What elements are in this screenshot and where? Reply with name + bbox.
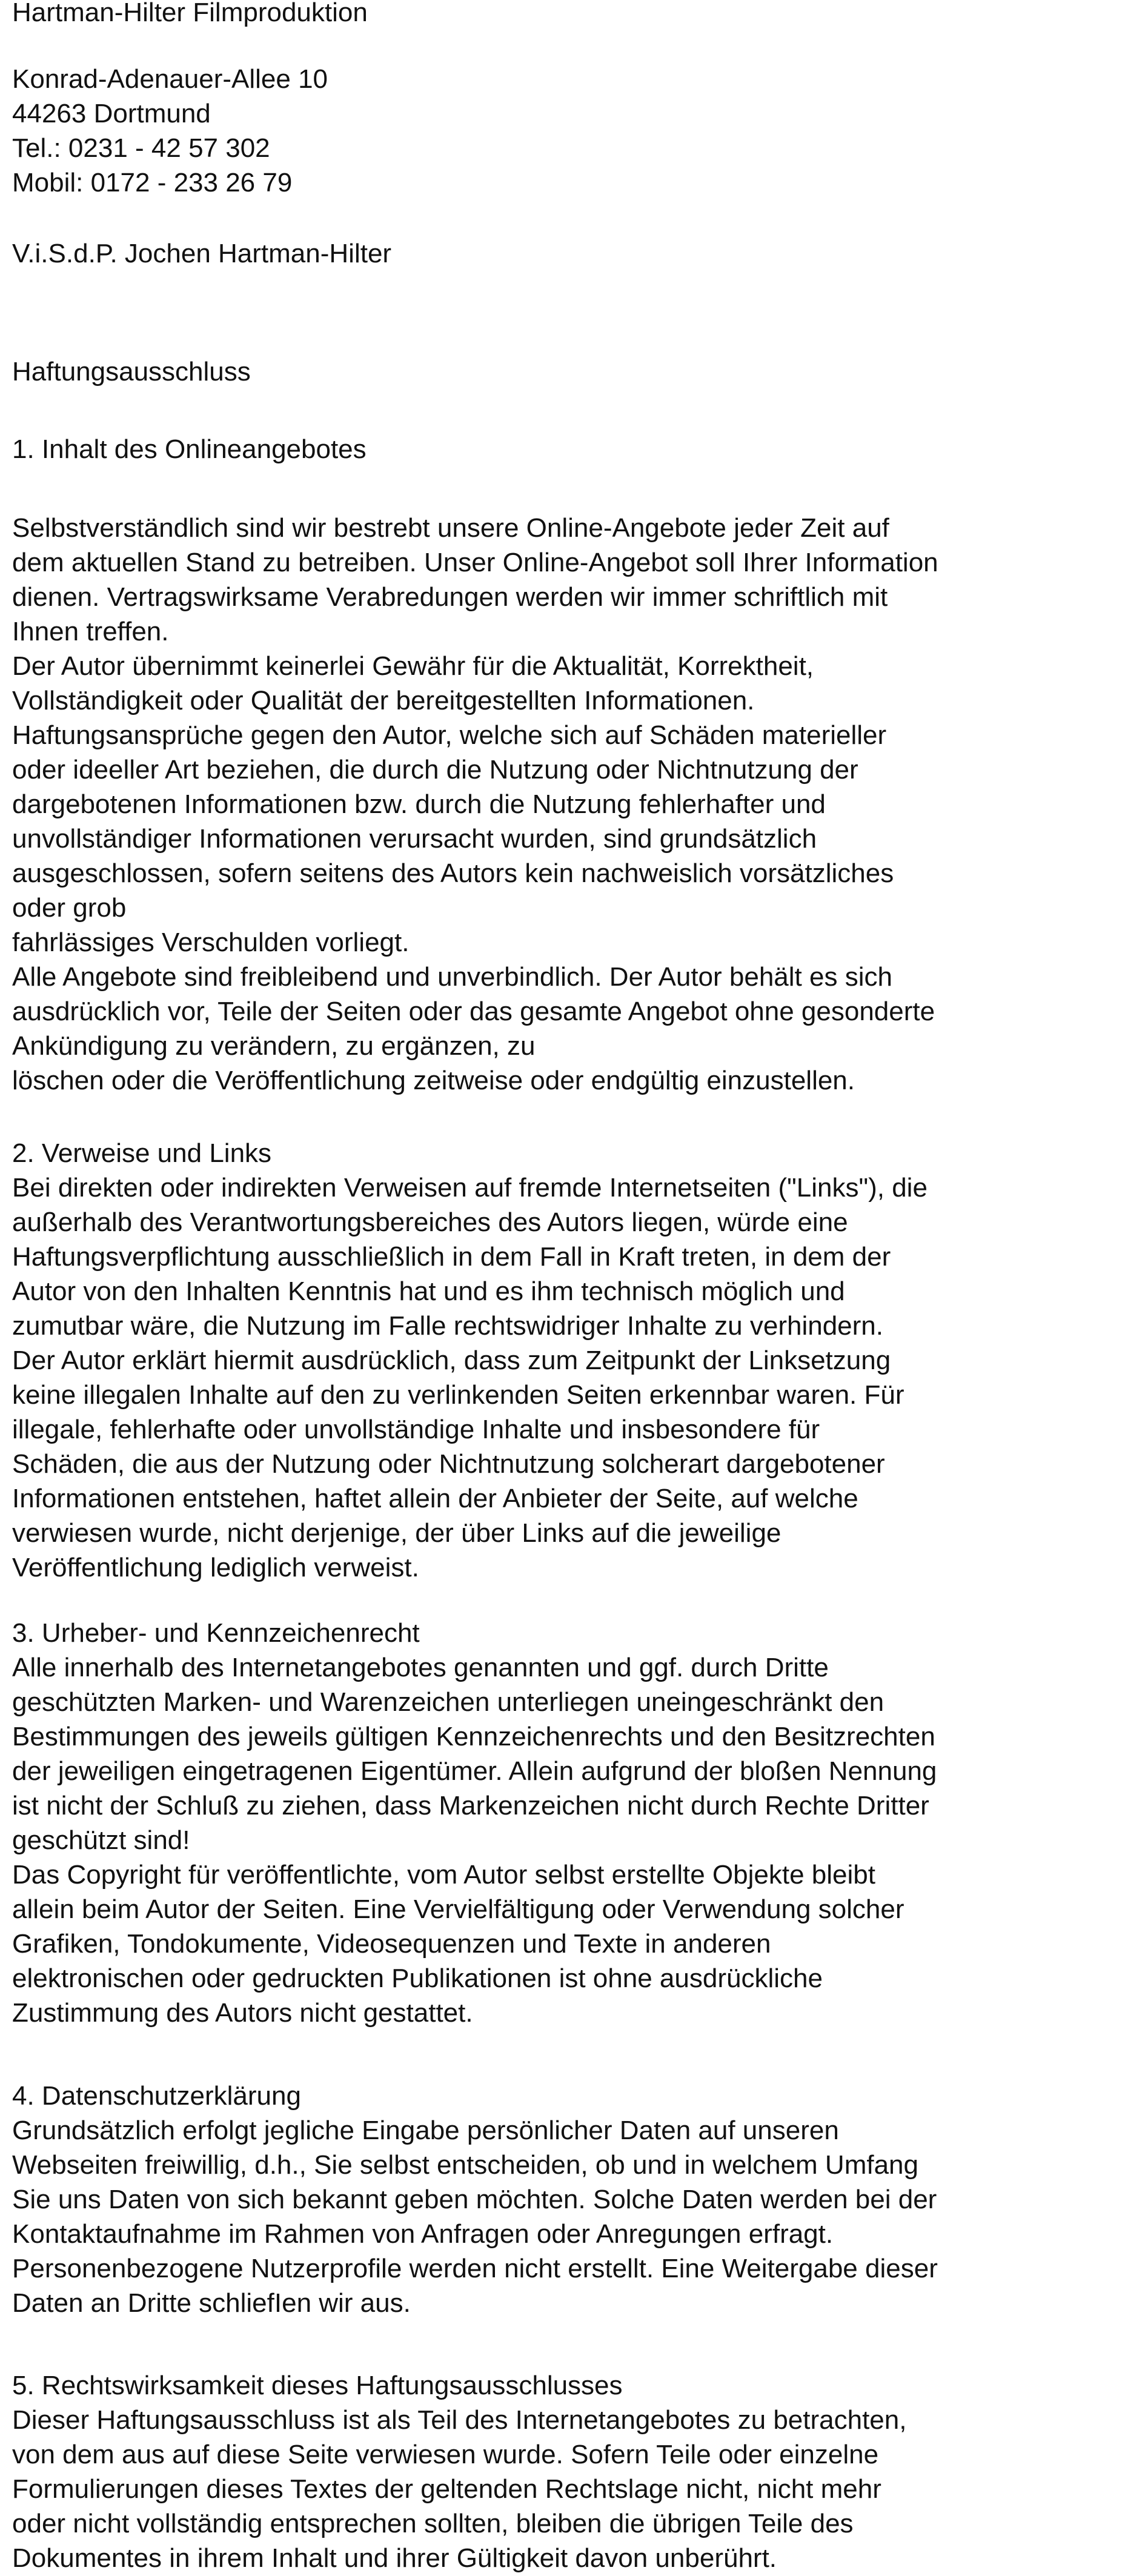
section-2-heading: 2. Verweise und Links — [12, 1138, 272, 1168]
section-4-body: Grundsätzlich erfolgt jegliche Eingabe persönlicher Daten auf unseren Webseiten freiwillig, d.h., Sie selbst entscheiden, ob und in welchem Umfang Sie uns Daten von sich bekannt geben möchten. Solche Daten werden bei der Kontaktaufnahme im Rahmen von Anfragen oder Anregungen erfragt. Personenbezogene Nutzerprofile werden nicht erstellt. Eine Weitergabe dieser Daten an Dritte schliefIen wir aus. — [12, 2116, 938, 2318]
section-3-heading: 3. Urheber- und Kennzeichenrecht — [12, 1618, 420, 1648]
section-2-body: Bei direkten oder indirekten Verweisen auf fremde Internetseiten ("Links"), die außerhalb des Verantwortungsbereiches des Autors liegen, würde eine Haftungsverpflichtung ausschließlich in dem Fall in Kraft treten, in dem der Autor von den Inhalten Kenntnis hat und es ihm technisch möglich und zumutbar wäre, die Nutzung im Falle rechtswidriger Inhalte zu verhindern. Der Autor erklärt hiermit ausdrücklich, dass zum Zeitpunkt der Linksetzung keine illegalen Inhalte auf den zu verlinkenden Seiten erkennbar waren. Für illegale, fehlerhafte oder unvollständige Inhalte und insbesondere für Schäden, die aus der Nutzung oder Nichtnutzung solcherart dargebotener Informationen entstehen, haftet allein der Anbieter der Seite, auf welche verwiesen wurde, nicht derjenige, der über Links auf die jeweilige Veröffentlichung lediglich verweist. — [12, 1173, 928, 1582]
section-4-heading: 4. Datenschutzerklärung — [12, 2081, 301, 2111]
company-name: Hartman-Hilter Filmproduktion — [12, 0, 368, 27]
company-address: Konrad-Adenauer-Allee 10 44263 Dortmund Tel.: 0231 - 42 57 302 Mobil: 0172 - 233 26 79 — [12, 64, 328, 198]
section-5-heading: 5. Rechtswirksamkeit dieses Haftungsausschlusses — [12, 2371, 623, 2400]
section-1-heading: 1. Inhalt des Onlineangebotes — [12, 434, 367, 464]
section-1-body: Selbstverständlich sind wir bestrebt unsere Online-Angebote jeder Zeit auf dem aktuellen Stand zu betreiben. Unser Online-Angebot soll Ihrer Information dienen. Vertragswirksame Verabredungen werden wir immer schriftlich mit Ihnen treffen. Der Autor übernimmt keinerlei Gewähr für die Aktualität, Korrektheit, Vollständigkeit oder Qualität der bereitgestellten Informationen. Haftungsansprüche gegen den Autor, welche sich auf Schäden materieller oder ideeller Art beziehen, die durch die Nutzung oder Nichtnutzung der dargebotenen Informationen bzw. durch die Nutzung fehlerhafter und unvollständiger Informationen verursacht wurden, sind grundsätzlich ausgeschlossen, sofern seitens des Autors kein nachweislich vorsätzliches oder grob fahrlässiges Verschulden vorliegt. Alle Angebote sind freibleibend und unverbindlich. Der Autor behält es sich ausdrücklich vor, Teile der Seiten oder das gesamte Angebot ohne gesonderte Ankündigung zu verändern, zu ergänzen, zu löschen oder die Veröffentlichung zeitweise oder endgültig einzustellen. — [12, 513, 938, 1095]
responsible-person: V.i.S.d.P. Jochen Hartman-Hilter — [12, 239, 392, 268]
section-3-body: Alle innerhalb des Internetangebotes genannten und ggf. durch Dritte geschützten Marken- und Warenzeichen unterliegen uneingeschränkt den Bestimmungen des jeweils gültigen Kennzeichenrechts und den Besitzrechten der jeweiligen eingetragenen Eigentümer. Allein aufgrund der bloßen Nennung ist nicht der Schluß zu ziehen, dass Markenzeichen nicht durch Rechte Dritter geschützt sind! Das Copyright für veröffentlichte, vom Autor selbst erstellte Objekte bleibt allein beim Autor der Seiten. Eine Vervielfältigung oder Verwendung solcher Grafiken, Tondokumente, Videosequenzen und Texte in anderen elektronischen oder gedruckten Publikationen ist ohne ausdrückliche Zustimmung des Autors nicht gestattet. — [12, 1653, 937, 2028]
disclaimer-title: Haftungsausschluss — [12, 357, 251, 387]
section-5-body: Dieser Haftungsausschluss ist als Teil des Internetangebotes zu betrachten, von dem aus auf diese Seite verwiesen wurde. Sofern Teile oder einzelne Formulierungen dieses Textes der geltenden Rechtslage nicht, nicht mehr oder nicht vollständig entsprechen sollten, bleiben die übrigen Teile des Dokumentes in ihrem Inhalt und ihrer Gültigkeit davon unberührt. — [12, 2405, 907, 2573]
